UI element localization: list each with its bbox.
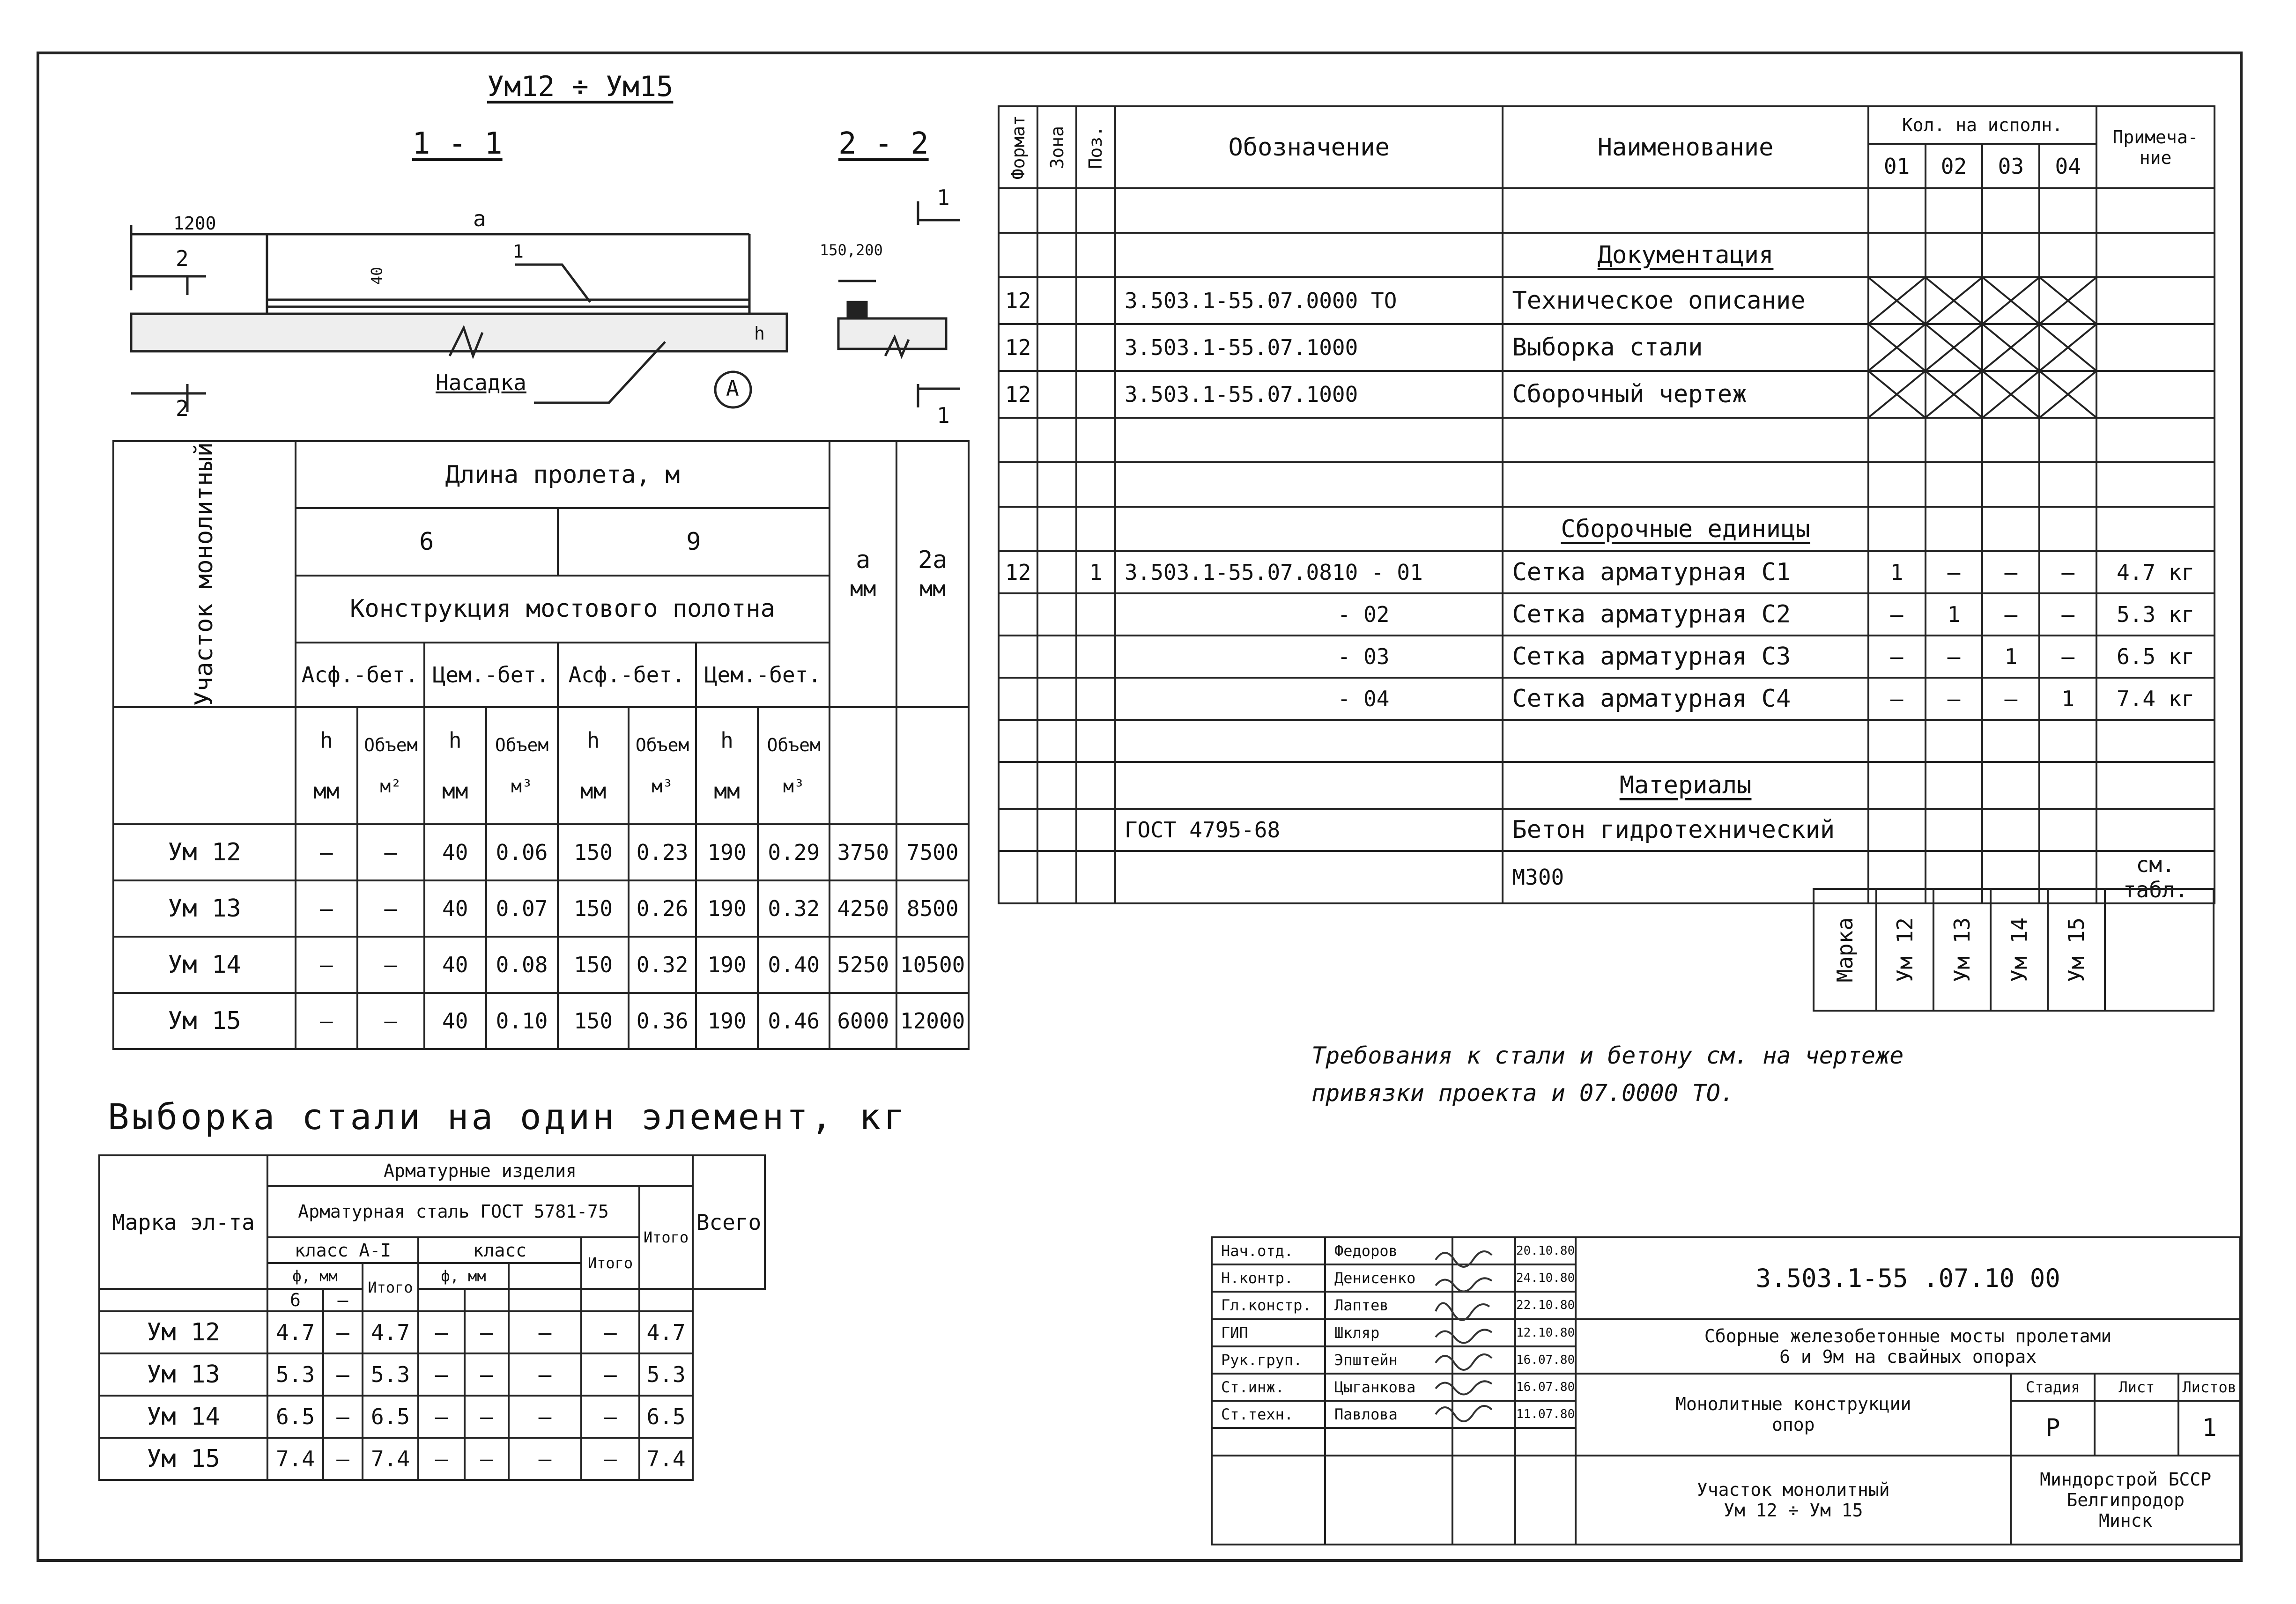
header-q02: 02 [1926,144,1983,188]
stamp-person-row: Рук.груп. Эпштейн 16.07.80 [1212,1346,2240,1374]
header-span: Длина пролета, м [296,441,830,508]
section-1-1-label: 1 - 1 [412,126,503,161]
marks-label: Марка [1814,889,1876,1011]
table-row: Ум 15 7.4 — 7.4 — — — — 7.4 [99,1438,765,1480]
stamp-stage-header: Стадия [2011,1374,2095,1401]
header-h: h мм [696,707,758,824]
stamp-title: Сборные железобетонные мосты пролетами 6 и 9м на свайных опорах [1576,1319,2240,1374]
stamp-sheet-header: Лист [2095,1374,2178,1401]
span-table [112,440,970,1050]
steel-table [98,1154,766,1481]
header-h: h мм [296,707,357,824]
table-row: Ум 14 6.5 — 6.5 — — — — 6.5 [99,1396,765,1438]
header-q03: 03 [1982,144,2039,188]
stamp-sheets-header: Листов [2178,1374,2240,1401]
section-units: Сборочные единицы [1503,507,1868,551]
header-vol: Объем м³ [758,707,830,824]
table-row: 12 3.503.1-55.07.1000 Выборка стали [999,324,2215,371]
spec-table [998,105,2215,904]
header-mark: Марка эл-та [99,1155,267,1289]
header-h: h мм [558,707,629,824]
header-row-label: Участок монолитный [113,441,296,707]
header-span-6: 6 [296,508,558,575]
stamp-code: 3.503.1-55 .07.10 00 [1576,1237,2240,1319]
table-row: - 03 Сетка арматурная С3 — — 1 — 6.5 кг [999,636,2215,678]
header-itogo: Итого [639,1186,693,1289]
mark-um13: Ум 13 [1933,889,1991,1011]
stamp-org: Миндорстрой БССР Белгипродор Минск [2011,1456,2240,1545]
stamp-subtitle: Монолитные конструкции опор [1576,1374,2011,1456]
section-mark-2-top: 2 [176,246,189,271]
stamp-person-row: Гл.констр. Лаптев 22.10.80 [1212,1292,2240,1319]
header-cem-1: Цем.-бет. [424,643,558,707]
stamp-person-row: Ст.инж. Цыганкова 16.07.80 Монолитные конструкции опор Стадия Лист Листов [1212,1374,2240,1401]
header-products: Арматурные изделия [267,1155,693,1186]
table-row: - 02 Сетка арматурная С2 — 1 — — 5.3 кг [999,593,2215,636]
header-2a: 2a мм [896,441,969,707]
stamp-person-row: Ст.техн. Павлова 11.07.80 Р 1 [1212,1401,2240,1428]
stamp-part: Участок монолитный Ум 12 ÷ Ум 15 [1576,1456,2011,1545]
header-zone: Зона [1037,106,1076,188]
table-row: Ум 12 4.7 — 4.7 — — — — 4.7 [99,1311,765,1353]
header-vol: Объем м³ [486,707,558,824]
section-materials: Материалы [1503,762,1868,809]
mark-um12: Ум 12 [1876,889,1933,1011]
header-format: Формат [999,106,1037,188]
callout-1: 1 [513,241,524,262]
title-block [1211,1236,2241,1545]
stamp-person-row: ГИП Шкляр 12.10.80 Сборные железобетонные мосты пролетами 6 и 9м на свайных опорах [1212,1319,2240,1346]
section-mark-1-bottom: 1 [937,403,950,428]
marks-blank [2105,889,2214,1011]
table-row: Ум 14 — — 40 0.08 150 0.32 190 0.40 5250 10500 [113,937,969,993]
header-q01: 01 [1868,144,1926,188]
section-documentation: Документация [1503,233,1868,277]
header-construction: Конструкция мостового полотна [296,576,830,643]
header-class-1: класс А-I [267,1237,418,1263]
header-note: Примеча-ние [2096,106,2215,188]
dim-1200: 1200 [173,213,216,234]
section-mark-1-top: 1 [937,185,950,210]
table-row: 12 3.503.1-55.07.1000 Сборочный чертеж [999,371,2215,418]
requirements-note-2: привязки проекта и 07.0000 ТО. [1311,1079,1735,1107]
dim-40: 40 [368,266,386,285]
header-span-9: 9 [558,508,830,575]
header-vsego: Всего [693,1155,765,1289]
header-phi-2: ф, мм [418,1263,509,1289]
header-designation: Обозначение [1115,106,1503,188]
header-cem-2: Цем.-бет. [696,643,830,707]
header-qty: Кол. на исполн. [1868,106,2096,144]
marks-table [1813,888,2215,1012]
table-row: Ум 13 5.3 — 5.3 — — — — 5.3 [99,1353,765,1396]
header-itogo-3: Итого [363,1263,418,1311]
table-row: - 04 Сетка арматурная С4 — — — 1 7.4 кг [999,678,2215,720]
dim-h: h [754,323,765,344]
requirements-note-1: Требования к стали и бетону см. на чертеже [1311,1042,1904,1069]
steel-title: Выборка стали на один элемент, кг [108,1096,908,1138]
header-a: a мм [830,441,896,707]
header-itogo-2: Итого [581,1237,639,1289]
table-row: 12 3.503.1-55.07.0000 ТО Техническое описание [999,277,2215,324]
label-nasadka: Насадка [436,370,526,395]
header-q04: 04 [2039,144,2096,188]
header-d6: 6 [267,1289,323,1311]
dim-150-200: 150,200 [820,241,883,259]
section-mark-2-bottom: 2 [176,396,189,421]
table-row: Ум 12 — — 40 0.06 150 0.23 190 0.29 3750 7500 [113,824,969,880]
header-vol: Объем м² [357,707,424,824]
header-class-2: класс [418,1237,581,1263]
section-2-2-label: 2 - 2 [838,126,929,161]
table-row: Ум 15 — — 40 0.10 150 0.36 190 0.46 6000 12000 [113,993,969,1049]
mark-um14: Ум 14 [1991,889,2048,1011]
header-h: h мм [424,707,486,824]
header-phi-1: ф, мм [267,1263,363,1289]
stamp-person-row: Нач.отд. Федоров 20.10.80 3.503.1-55 .07.10 00 [1212,1237,2240,1264]
header-pos: Поз. [1076,106,1115,188]
dim-a: a [473,206,486,231]
stamp-sheet [2095,1401,2178,1455]
stamp-person-row: Н.контр. Денисенко 24.10.80 [1212,1264,2240,1292]
table-row: ГОСТ 4795-68 Бетон гидротехнический [999,809,2215,851]
header-name: Наименование [1503,106,1868,188]
stamp-sheets: 1 [2178,1401,2240,1455]
drawing-title: Ум12 ÷ Ум15 [487,70,674,103]
header-asf-2: Асф.-бет. [558,643,696,707]
header-asf-1: Асф.-бет. [296,643,424,707]
header-steel: Арматурная сталь ГОСТ 5781-75 [267,1186,639,1237]
table-row: 12 1 3.503.1-55.07.0810 - 01 Сетка арматурная С1 1 — — — 4.7 кг [999,551,2215,593]
stamp-stage: Р [2011,1401,2095,1455]
header-dash: — [323,1289,363,1311]
mark-um15: Ум 15 [2048,889,2105,1011]
callout-A: A [726,376,739,401]
header-vol: Объем м³ [629,707,696,824]
table-row: М300 см. табл. [999,851,2215,903]
table-row: Ум 13 — — 40 0.07 150 0.26 190 0.32 4250 8500 [113,880,969,937]
